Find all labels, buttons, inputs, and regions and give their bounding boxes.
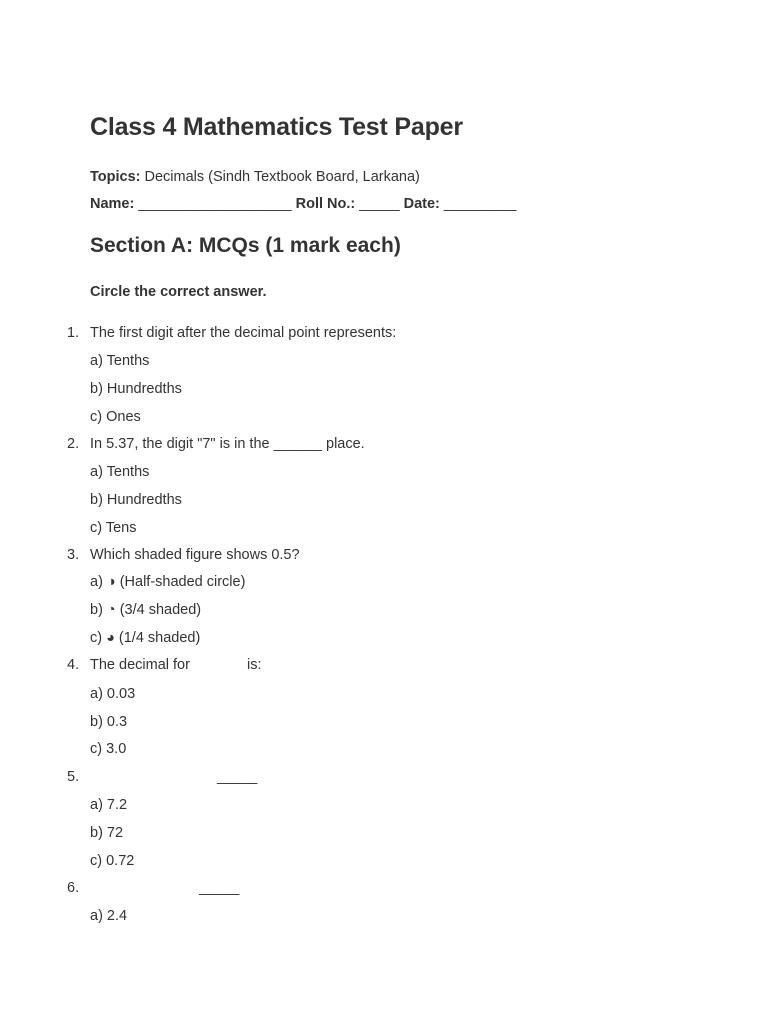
question-5-option-c: c) 0.72: [90, 853, 135, 869]
date-blank: _________: [443, 196, 517, 212]
question-number: 1.: [67, 325, 80, 341]
page-title: Class 4 Mathematics Test Paper: [90, 113, 463, 141]
question-1-option-a: a) Tenths: [90, 353, 150, 369]
question-text: In 5.37, the digit "7" is in the ______ place.: [90, 436, 365, 452]
question-number: 6.: [67, 880, 80, 896]
student-details-line: [90, 196, 517, 212]
question-3-option-a: a) ◑ (Half-shaded circle): [90, 574, 246, 590]
name-blank: ___________________: [138, 196, 292, 212]
question-2-option-c: c) Tens: [90, 520, 137, 536]
date-label: Date:: [403, 196, 440, 212]
question-number: 3.: [67, 547, 80, 563]
question-text: Which shaded figure shows 0.5?: [90, 547, 300, 563]
question-6-blank: _____: [199, 880, 240, 896]
question-5-option-a: a) 7.2: [90, 797, 128, 813]
question-4-option-b: b) 0.3: [90, 714, 128, 730]
question-3-option-b: b) ◔ (3/4 shaded): [90, 602, 202, 618]
topics-line: [90, 169, 420, 185]
question-number: 2.: [67, 436, 80, 452]
question-number: 4.: [67, 657, 80, 673]
question-3-option-c: c) ◕ (1/4 shaded): [90, 630, 201, 646]
question-5-option-b: b) 72: [90, 825, 124, 841]
topics-label: Topics:: [90, 169, 141, 185]
question-text-before: The decimal for: [90, 657, 190, 673]
name-label: Name:: [90, 196, 135, 212]
question-1-option-b: b) Hundredths: [90, 381, 182, 397]
question-4-option-a: a) 0.03: [90, 686, 136, 702]
section-a-instruction: Circle the correct answer.: [90, 284, 267, 300]
roll-no-blank: _____: [359, 196, 400, 212]
question-2-option-b: b) Hundredths: [90, 492, 182, 508]
question-2-option-a: a) Tenths: [90, 464, 150, 480]
question-number: 5.: [67, 769, 80, 785]
section-a-heading: Section A: MCQs (1 mark each): [90, 234, 401, 257]
question-text: The first digit after the decimal point represents:: [90, 325, 397, 341]
question-6-option-a: a) 2.4: [90, 908, 128, 924]
question-text-after: is:: [247, 657, 262, 673]
question-4-option-c: c) 3.0: [90, 741, 127, 757]
question-5-blank: _____: [217, 769, 258, 785]
topics-value: Decimals (Sindh Textbook Board, Larkana): [144, 169, 420, 185]
question-1-option-c: c) Ones: [90, 409, 141, 425]
roll-no-label: Roll No.:: [295, 196, 356, 212]
